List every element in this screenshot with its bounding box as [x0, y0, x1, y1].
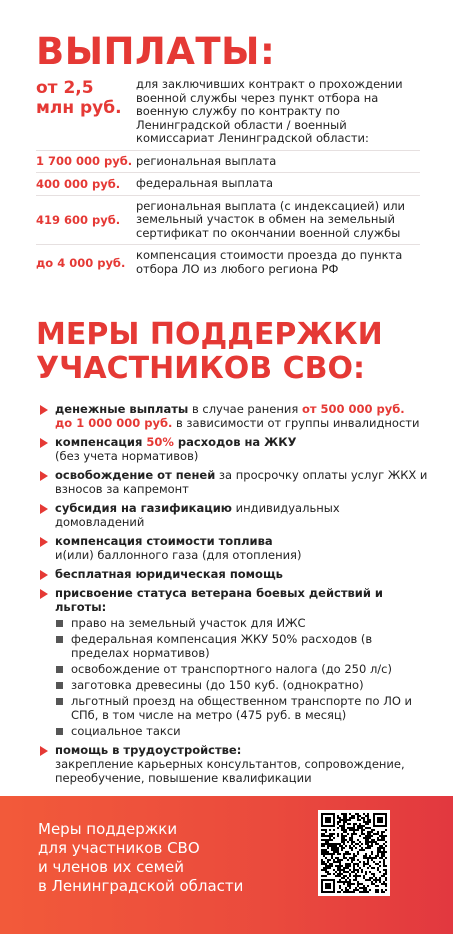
bullet-triangle-icon — [40, 405, 48, 415]
measures-title-line: УЧАСТНИКОВ СВО: — [36, 351, 366, 386]
bullet-square-icon — [56, 636, 63, 643]
measure-item — [38, 534, 428, 562]
measure-text: в случае ранения — [188, 402, 302, 416]
measure-item — [38, 468, 428, 496]
bullet-square-icon — [56, 728, 63, 735]
bullet-square-icon — [56, 698, 63, 705]
bullet-square-icon — [56, 620, 63, 627]
bullet-triangle-icon — [40, 537, 48, 547]
measure-highlight: 50% — [146, 435, 174, 449]
bullet-triangle-icon — [40, 589, 48, 599]
measure-bold: бесплатная юридическая помощь — [55, 567, 283, 581]
veteran-benefits-list — [55, 616, 428, 738]
benefit-item — [55, 724, 428, 738]
measure-bold: освобождение от пеней — [55, 468, 216, 482]
qr-code-graphic — [321, 813, 387, 893]
measure-bold: денежные выплаты — [55, 402, 189, 416]
payment-row — [36, 245, 420, 280]
payment-row — [36, 74, 420, 151]
benefit-text: социальное такси — [71, 724, 181, 738]
benefit-text: заготовка древесины (до 150 куб. (однократно) — [71, 678, 364, 692]
benefit-item — [55, 616, 428, 630]
measure-item — [38, 743, 428, 785]
footer-line: для участников СВО — [38, 839, 200, 857]
payments-table — [36, 74, 420, 280]
measures-title-line: МЕРЫ ПОДДЕРЖКИ — [36, 317, 383, 352]
bullet-triangle-icon — [40, 438, 48, 448]
benefit-item — [55, 632, 428, 660]
measure-bold: компенсация — [55, 435, 147, 449]
benefit-text: право на земельный участок для ИЖС — [71, 616, 306, 630]
measure-text: за просрочку оплаты услуг ЖКХ и взносов за капремонт — [55, 468, 428, 496]
footer-banner — [0, 796, 453, 934]
bullet-triangle-icon — [40, 570, 48, 580]
measure-item — [38, 402, 428, 430]
benefit-item — [55, 694, 428, 722]
measure-item — [38, 567, 428, 581]
payment-row — [36, 151, 420, 174]
payment-amount: 1 700 000 руб. — [36, 154, 133, 169]
measure-text: и(или) баллонного газа (для отопления) — [55, 548, 302, 562]
measure-item — [38, 435, 428, 463]
measure-bold: помощь в трудоустройстве: — [55, 743, 242, 757]
footer-line: в Ленинградской области — [38, 877, 244, 895]
bullet-triangle-icon — [40, 746, 48, 756]
measure-item — [38, 586, 428, 738]
footer-line: Меры поддержки — [38, 820, 178, 838]
payment-amount: до 4 000 руб. — [36, 255, 126, 270]
payment-row — [36, 173, 420, 196]
measure-highlight: от 500 000 руб. — [301, 402, 405, 416]
payment-amount: 400 000 руб. — [36, 176, 121, 191]
measure-text: (без учета нормативов) — [55, 449, 199, 463]
measure-text: индивидуальных домовладений — [55, 501, 340, 529]
payment-description: региональная выплата — [136, 153, 277, 168]
benefit-item — [55, 662, 428, 676]
payment-description: для заключивших контракт о прохождении военной службы через пункт отбора на военную службу по контракту по Ленинградской области / военный комиссариат Ленинградской области: — [136, 77, 403, 145]
measure-bold: расходов на ЖКУ — [173, 435, 297, 449]
footer-line: и членов их семей — [38, 858, 184, 876]
bullet-square-icon — [56, 682, 63, 689]
qr-code-icon[interactable] — [318, 810, 390, 896]
payment-description: региональная выплата (с индексацией) или земельный участок в обмен на земельный сертификат по окончании военной службы — [136, 198, 406, 240]
bullet-triangle-icon — [40, 504, 48, 514]
payment-amount: 419 600 руб. — [36, 212, 121, 227]
payment-description: федеральная выплата — [136, 176, 274, 190]
payments-title: ВЫПЛАТЫ: — [36, 30, 276, 73]
measure-item — [38, 501, 428, 529]
footer-text — [38, 820, 243, 896]
measures-title — [36, 318, 383, 386]
measure-bold: субсидия на газификацию — [55, 501, 232, 515]
benefit-text: льготный проезд на общественном транспорте по ЛО и СПб, в том числе на метро (475 руб. в месяц) — [71, 694, 413, 722]
measures-list — [38, 402, 428, 790]
benefit-item — [55, 678, 428, 692]
payment-amount: от 2,5 млн руб. — [36, 78, 122, 118]
measure-text: в зависимости от группы инвалидности — [172, 416, 420, 430]
payment-row — [36, 196, 420, 246]
bullet-triangle-icon — [40, 471, 48, 481]
measure-bold: присвоение статуса ветерана боевых действий и льготы: — [55, 586, 383, 614]
benefit-text: федеральная компенсация ЖКУ 50% расходов (в пределах нормативов) — [71, 632, 373, 660]
payment-description: компенсация стоимости проезда до пункта отбора ЛО из любого региона РФ — [136, 248, 403, 276]
bullet-square-icon — [56, 666, 63, 673]
measure-bold: компенсация стоимости топлива — [55, 534, 273, 548]
measure-highlight: до 1 000 000 руб. — [55, 416, 173, 430]
measure-text: закрепление карьерных консультантов, сопровождение, переобучение, повышение квалификации — [55, 757, 405, 785]
benefit-text: освобождение от транспортного налога (до 250 л/с) — [71, 662, 392, 676]
